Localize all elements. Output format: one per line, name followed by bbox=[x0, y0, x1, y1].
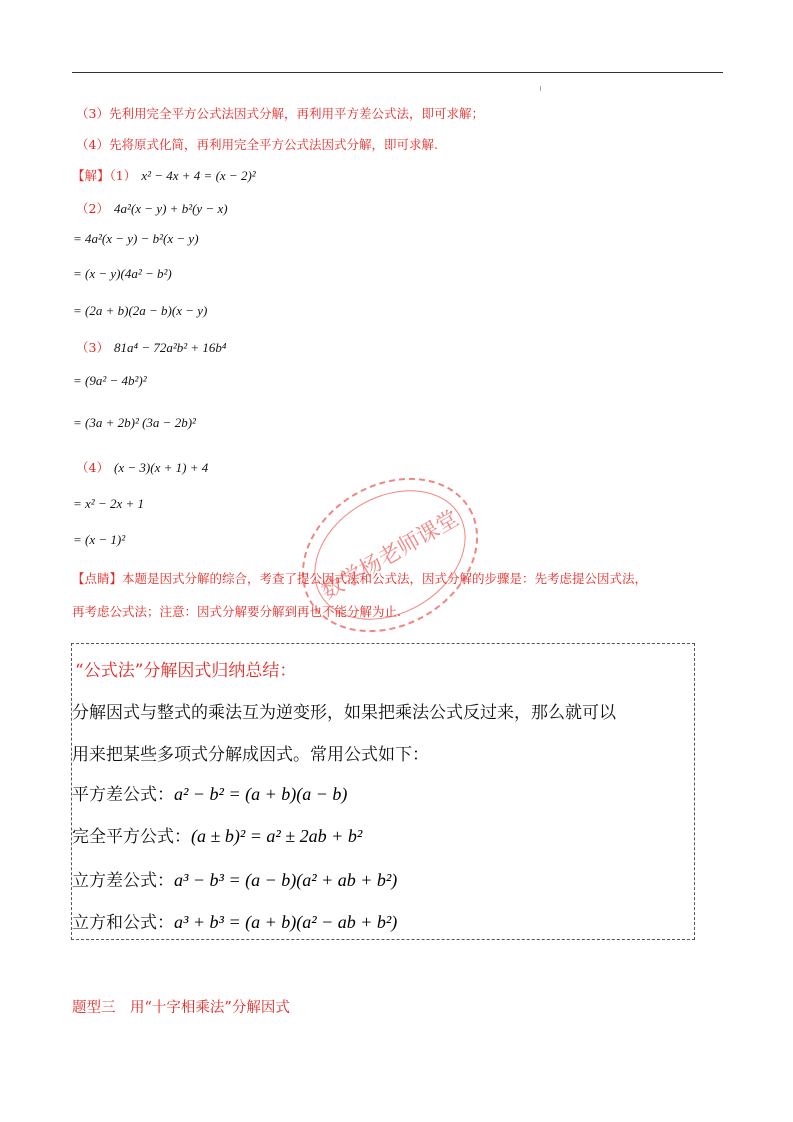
part-2-expression: 4a²(x − y) + b²(y − x) bbox=[114, 201, 228, 216]
part-3-step-2: = (3a + 2b)² (3a − 2b)² bbox=[73, 415, 196, 430]
formula-4-label: 立方和公式： bbox=[72, 913, 174, 933]
formula-3-label: 立方差公式： bbox=[72, 871, 174, 891]
formula-perfect-square bbox=[72, 822, 362, 847]
formula-2-label: 完全平方公式： bbox=[72, 827, 191, 847]
header-tick-mark bbox=[540, 86, 541, 91]
solution-part-1 bbox=[72, 165, 256, 184]
part-3-label: （3） bbox=[76, 340, 109, 355]
formula-3-expression: a³ − b³ = (a − b)(a² + ab + b²) bbox=[174, 870, 398, 890]
comment-line-1: 【点睛】本题是因式分解的综合，考查了提公因式法和公式法，因式分解的步骤是：先考虑提公因式法， bbox=[72, 571, 648, 586]
comment-line-2: 再考虑公式法；注意：因式分解要分解到再也不能分解为止. bbox=[72, 604, 401, 619]
watermark-stamp bbox=[290, 470, 490, 640]
part-2-step-2: = (x − y)(4a² − b²) bbox=[73, 266, 172, 281]
part-3-expression: 81a⁴ − 72a²b² + 16b⁴ bbox=[114, 340, 227, 355]
formula-1-expression: a² − b² = (a + b)(a − b) bbox=[174, 784, 348, 804]
solution-part-2 bbox=[76, 198, 228, 217]
solution-part-4 bbox=[76, 457, 208, 476]
part-2-label: （2） bbox=[76, 201, 109, 216]
part-3-step-1: = (9a² − 4b²)² bbox=[73, 373, 147, 388]
formula-difference-of-cubes bbox=[72, 866, 397, 891]
summary-box bbox=[71, 643, 695, 940]
solution-tag: 【解】 bbox=[72, 168, 110, 183]
formula-2-expression: (a ± b)² = a² ± 2ab + b² bbox=[191, 826, 363, 846]
part-4-step-2: = (x − 1)² bbox=[73, 532, 126, 547]
header-rule bbox=[72, 72, 723, 73]
formula-difference-of-squares bbox=[72, 780, 347, 805]
part-4-label: （4） bbox=[76, 460, 109, 475]
watermark-text: 数学杨老师课堂 bbox=[317, 506, 464, 605]
summary-title: “公式法”分解因式归纳总结： bbox=[75, 661, 297, 681]
formula-1-label: 平方差公式： bbox=[72, 785, 174, 805]
summary-intro-1: 分解因式与整式的乘法互为逆变形，如果把乘法公式反过来，那么就可以 bbox=[72, 703, 616, 723]
solution-part-3 bbox=[76, 337, 226, 356]
formula-sum-of-cubes bbox=[72, 908, 397, 933]
part-2-step-1: = 4a²(x − y) − b²(x − y) bbox=[73, 231, 199, 246]
analysis-step-4: （4）先将原式化简，再利用完全平方公式法因式分解，即可求解. bbox=[76, 137, 438, 152]
part-4-expression: (x − 3)(x + 1) + 4 bbox=[114, 460, 209, 475]
part-1-expression: x² − 4x + 4 = (x − 2)² bbox=[141, 168, 256, 183]
analysis-step-3: （3）先利用完全平方公式法因式分解，再利用平方差公式法，即可求解； bbox=[76, 106, 484, 121]
summary-intro-2: 用来把某些多项式分解成因式。常用公式如下： bbox=[72, 745, 429, 765]
part-1-label: （1） bbox=[109, 168, 137, 183]
part-4-step-1: = x² − 2x + 1 bbox=[73, 496, 145, 511]
section-heading: 题型三 用“十字相乘法”分解因式 bbox=[72, 1000, 290, 1016]
part-2-step-3: = (2a + b)(2a − b)(x − y) bbox=[73, 303, 208, 318]
formula-4-expression: a³ + b³ = (a + b)(a² − ab + b²) bbox=[174, 912, 398, 932]
